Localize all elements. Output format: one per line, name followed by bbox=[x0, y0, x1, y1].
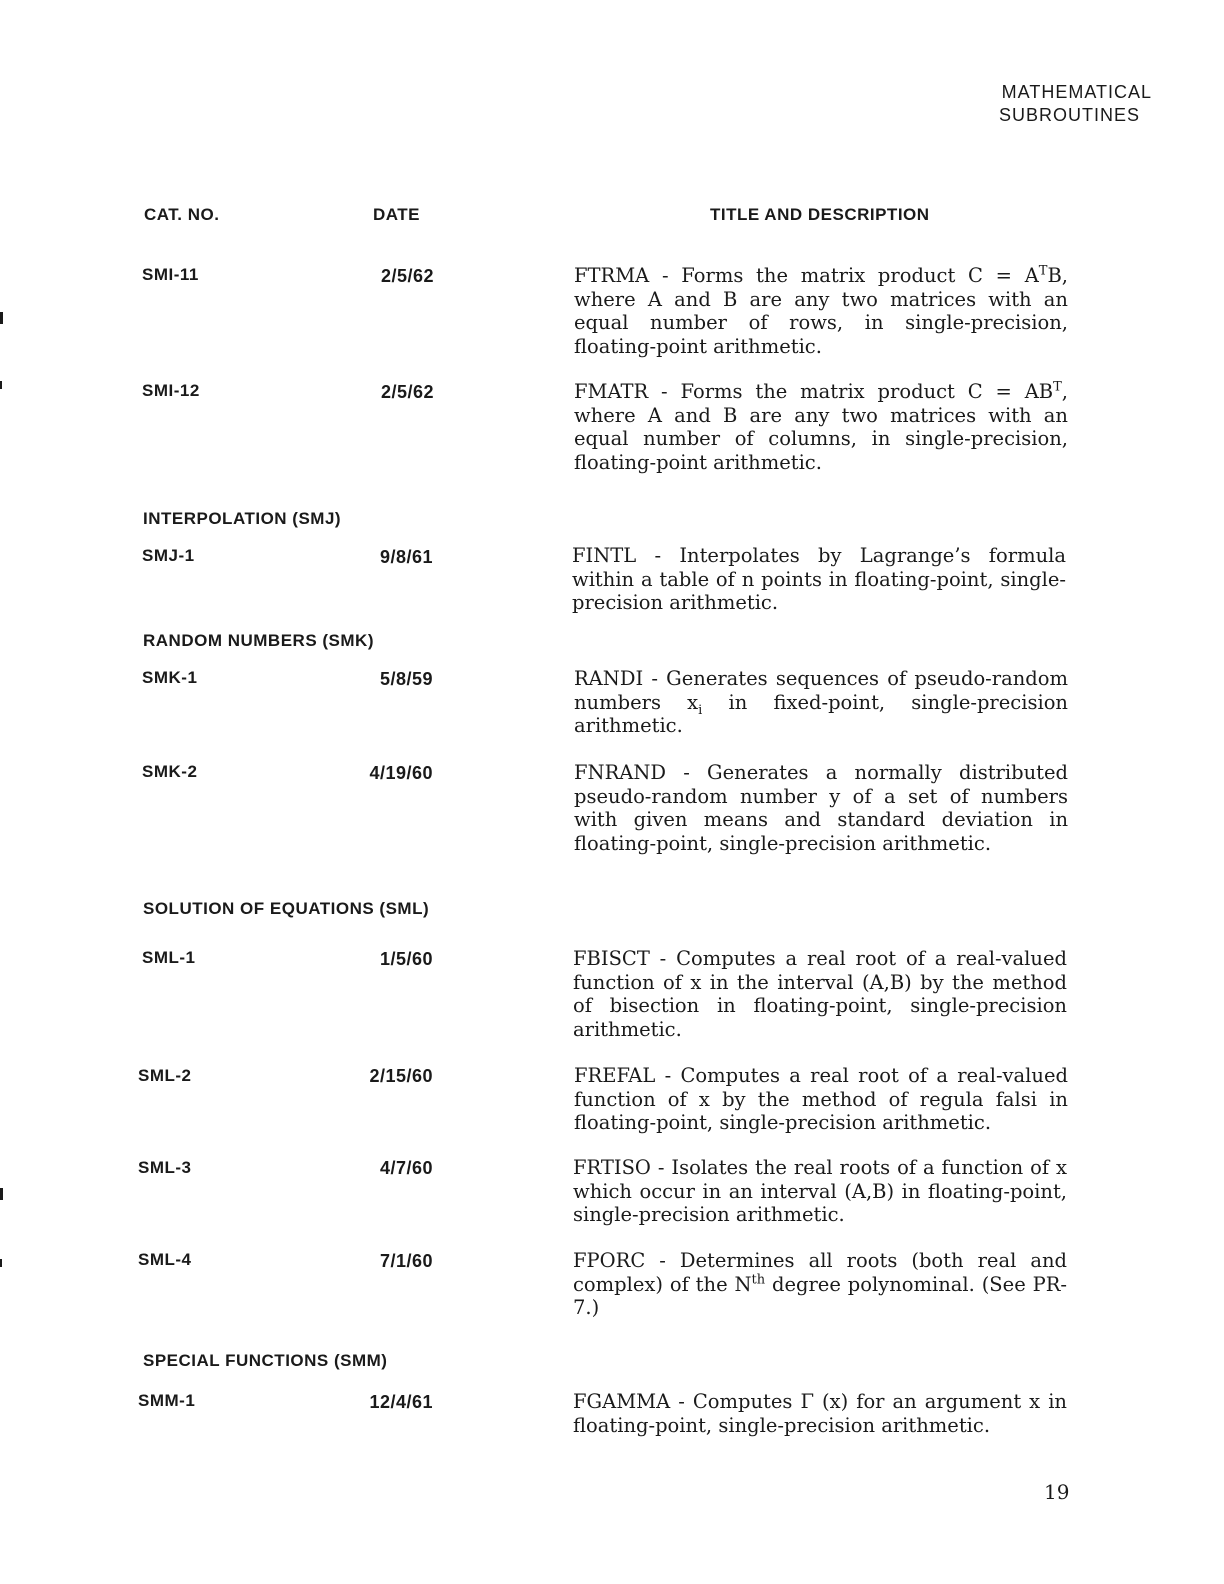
catalog-number: SMI-11 bbox=[142, 265, 199, 284]
entry-date: 4/7/60 bbox=[379, 1158, 433, 1178]
running-header-line2: SUBROUTINES bbox=[998, 105, 1140, 125]
entry-description bbox=[573, 1249, 1067, 1320]
catalog-number: SMJ-1 bbox=[142, 546, 195, 565]
entry-description: FINTL - Interpolates by Lagrange’s formula within a table of n points in floating-point, single-precision arithmetic. bbox=[572, 544, 1066, 614]
catalog-number: SMK-2 bbox=[142, 762, 198, 781]
entry-date: 5/8/59 bbox=[379, 669, 433, 689]
description-text: RANDI - Generates sequences of pseudo-random numbers x bbox=[574, 667, 1068, 714]
entry-description: FGAMMA - Computes Γ (x) for an argument x in floating-point, single-precision arithmetic. bbox=[573, 1390, 1067, 1437]
superscript: th bbox=[751, 1272, 766, 1287]
description-text: FMATR - Forms the matrix product C = AB bbox=[574, 380, 1054, 403]
entry-date: 2/5/62 bbox=[380, 266, 434, 286]
catalog-number: SML-1 bbox=[142, 948, 196, 967]
entry-description bbox=[574, 264, 1068, 358]
description-text: in fixed-point, single-precision arithmetic. bbox=[574, 690, 1068, 737]
catalog-number: SMM-1 bbox=[138, 1391, 196, 1410]
margin-mark bbox=[0, 1188, 3, 1200]
column-header-date: DATE bbox=[373, 205, 421, 224]
catalog-number: SML-2 bbox=[138, 1066, 192, 1085]
running-header-line1: MATHEMATICAL bbox=[1001, 82, 1152, 102]
description-text: FTRMA - Forms the matrix product C = A bbox=[574, 264, 1039, 287]
margin-mark bbox=[0, 381, 2, 389]
superscript: T bbox=[1038, 263, 1048, 279]
section-heading-solution-of-equations: SOLUTION OF EQUATIONS (SML) bbox=[143, 899, 430, 918]
section-heading-random-numbers: RANDOM NUMBERS (SMK) bbox=[143, 631, 374, 650]
entry-date: 12/4/61 bbox=[369, 1392, 433, 1412]
catalog-number: SMI-12 bbox=[142, 381, 200, 400]
superscript: T bbox=[1053, 379, 1062, 395]
entry-date: 4/19/60 bbox=[369, 763, 433, 783]
entry-date: 2/15/60 bbox=[369, 1066, 433, 1086]
entry-date: 1/5/60 bbox=[379, 949, 433, 969]
description-text: degree polynominal. (See PR-7.) bbox=[573, 1272, 1067, 1319]
entry-description: FREFAL - Computes a real root of a real-valued function of x by the method of regula falsi in floating-point, single-precision arithmetic. bbox=[574, 1064, 1068, 1134]
entry-description bbox=[574, 667, 1068, 738]
catalog-number: SML-3 bbox=[138, 1158, 192, 1177]
subscript: i bbox=[698, 702, 703, 718]
column-header-title: TITLE AND DESCRIPTION bbox=[710, 205, 930, 224]
section-heading-special-functions: SPECIAL FUNCTIONS (SMM) bbox=[143, 1351, 388, 1370]
description-text: FPORC - Determines all roots (both real and complex) of the N bbox=[573, 1249, 1067, 1296]
page-number: 19 bbox=[1044, 1480, 1070, 1504]
margin-mark bbox=[0, 312, 3, 324]
description-text: B, where A and B are any two matrices with an equal number of rows, in single-precision, floating-point arithmetic. bbox=[574, 264, 1068, 358]
margin-mark bbox=[0, 1259, 2, 1267]
entry-date: 2/5/62 bbox=[380, 382, 434, 402]
column-header-cat-no: CAT. NO. bbox=[144, 205, 220, 224]
catalog-number: SMK-1 bbox=[142, 668, 198, 687]
entry-description: FRTISO - Isolates the real roots of a function of x which occur in an interval (A,B) in floating-point, single-precision arithmetic. bbox=[573, 1156, 1067, 1226]
entry-description: FBISCT - Computes a real root of a real-valued function of x in the interval (A,B) by the method of bisection in floating-point, single-precision arithmetic. bbox=[573, 947, 1067, 1041]
entry-date: 7/1/60 bbox=[379, 1251, 433, 1271]
description-text: , where A and B are any two matrices with an equal number of columns, in single-precision, floating-point arithmetic. bbox=[574, 380, 1068, 474]
entry-description: FNRAND - Generates a normally distributed pseudo-random number y of a set of numbers with given means and standard deviation in floating-point, single-precision arithmetic. bbox=[574, 761, 1068, 855]
section-heading-interpolation: INTERPOLATION (SMJ) bbox=[143, 509, 342, 528]
entry-description bbox=[574, 380, 1068, 474]
entry-date: 9/8/61 bbox=[379, 547, 433, 567]
catalog-number: SML-4 bbox=[138, 1250, 192, 1269]
